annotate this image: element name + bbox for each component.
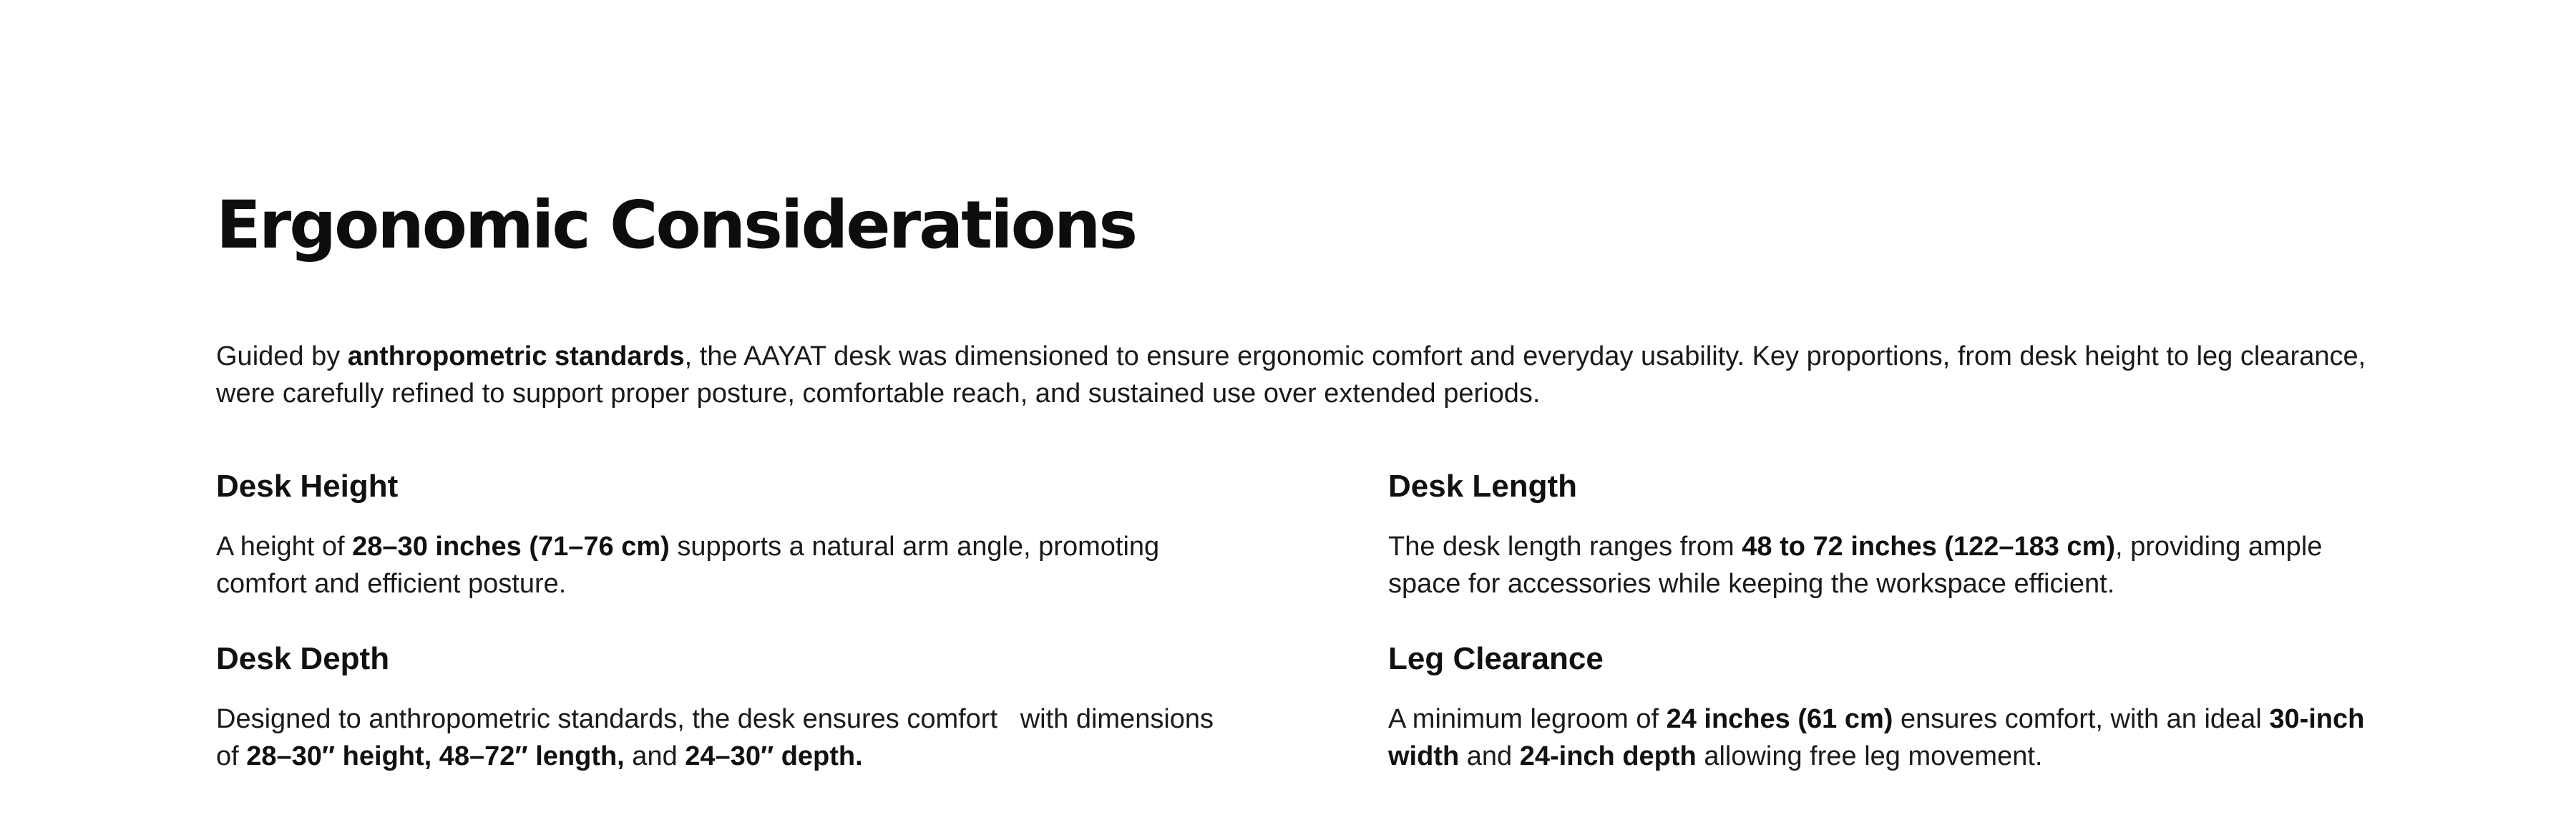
section-desk-length [1388, 467, 2390, 602]
intro-text: , the AAYAT desk was dimensioned to ensure ergonomic comfort and everyday usability. Key proportions, from desk height to leg clearance, were carefully refined to support proper posture, comfortable reach, and sustained use over extended periods. [216, 341, 2366, 409]
section-body [1388, 528, 2390, 602]
body-text: A minimum legroom of [1388, 704, 1667, 734]
body-text: Designed to anthropometric standards, the desk ensures comfort with dimensions of [216, 704, 1221, 771]
body-bold-text: 30-inch width [1388, 704, 2365, 771]
section-heading: Leg Clearance [1388, 641, 1604, 676]
section-body [216, 528, 1218, 602]
body-text: , providing ample space for accessories while keeping the workspace efficient. [1388, 532, 2323, 599]
section-desk-height [216, 467, 1218, 602]
body-text: A height of [216, 532, 353, 562]
body-text: and [1459, 741, 1520, 771]
body-text: The desk length ranges from [1388, 532, 1742, 562]
intro-paragraph [216, 338, 2377, 412]
section-heading: Desk Depth [216, 641, 390, 676]
section-heading: Desk Length [1388, 469, 1578, 504]
intro-text: Guided by [216, 341, 348, 371]
body-bold-text: 48 to 72 inches (122–183 cm) [1742, 532, 2116, 562]
section-desk-depth [216, 639, 1221, 775]
intro-bold-text: anthropometric standards [347, 341, 685, 371]
section-body [216, 701, 1221, 775]
body-text: supports a natural arm angle, promoting comfort and efficient posture. [216, 532, 1160, 599]
body-bold-text: 28–30 inches (71–76 cm) [352, 532, 670, 562]
section-leg-clearance [1388, 639, 2390, 775]
body-bold-text: 24–30″ depth. [685, 741, 863, 771]
body-text: allowing free leg movement. [1696, 741, 2043, 771]
body-bold-text: 24 inches (61 cm) [1666, 704, 1893, 734]
body-text: and [624, 741, 686, 771]
section-body [1388, 701, 2390, 775]
section-heading: Desk Height [216, 469, 399, 504]
body-bold-text: 24-inch depth [1519, 741, 1697, 771]
body-bold-text: 28–30″ height, 48–72″ length, [246, 741, 625, 771]
page-title: Ergonomic Considerations [216, 187, 1136, 263]
body-text: ensures comfort, with an ideal [1893, 704, 2270, 734]
